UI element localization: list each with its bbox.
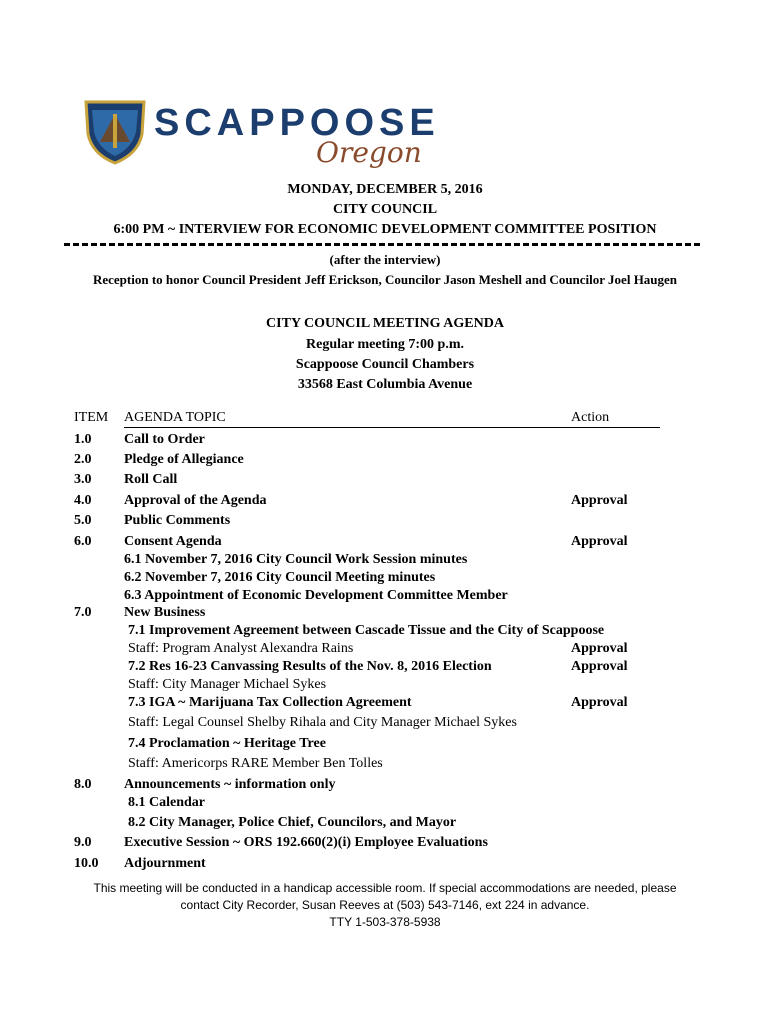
item-action: Approval [571,493,628,508]
agenda-item: Pledge of Allegiance [124,452,244,467]
agenda-item: Approval of the Agenda [124,493,267,508]
item-action: Approval [571,534,628,549]
staff-note: Staff: Americorps RARE Member Ben Tolles [128,756,383,771]
item-number: 9.0 [74,835,92,850]
sub-item: 8.2 City Manager, Police Chief, Councilors, and Mayor [128,815,457,830]
agenda-item: Call to Order [124,432,205,447]
item-number: 7.0 [74,605,92,620]
meeting-place: Scappoose Council Chambers [295,357,475,372]
action-column-header: Action [571,410,610,425]
item-number: 4.0 [74,493,92,508]
item-action: Approval [571,641,628,656]
logo-subtitle: Oregon [316,136,422,169]
logo-wordmark: SCAPPOOSE [154,102,440,144]
item-number: 8.0 [74,777,92,792]
staff-note: Staff: Legal Counsel Shelby Rihala and City Manager Michael Sykes [128,715,517,730]
scappoose-logo [80,96,460,172]
agenda-item: Announcements ~ information only [124,777,336,792]
dashed-divider [64,243,700,246]
city-shield-icon [80,96,150,166]
item-number: 3.0 [74,472,92,487]
accessibility-notice [0,880,770,931]
interview-heading: 6:00 PM ~ INTERVIEW FOR ECONOMIC DEVELOPMENT COMMITTEE POSITION [113,222,657,237]
meeting-date: MONDAY, DECEMBER 5, 2016 [287,182,483,197]
agenda-item: Roll Call [124,472,178,487]
notice-line: This meeting will be conducted in a handicap accessible room. If special accommodations are needed, please [93,881,677,895]
item-action: Approval [571,695,628,710]
staff-note: Staff: Program Analyst Alexandra Rains [128,641,354,656]
sub-item: 7.3 IGA ~ Marijuana Tax Collection Agreement [128,695,412,710]
item-number: 2.0 [74,452,92,467]
agenda-item: Adjournment [124,856,206,871]
agenda-item: Consent Agenda [124,534,222,549]
staff-note: Staff: City Manager Michael Sykes [128,677,327,692]
tty-number: TTY 1-503-378-5938 [329,915,441,929]
reception-note: Reception to honor Council President Jeff Erickson, Councilor Jason Meshell and Councilor Joel Haugen [92,272,678,287]
sub-item: 7.4 Proclamation ~ Heritage Tree [128,736,326,751]
item-number: 10.0 [74,856,99,871]
item-number: 5.0 [74,513,92,528]
notice-line: contact City Recorder, Susan Reeves at (503) 543-7146, ext 224 in advance. [180,898,590,912]
agenda-item: New Business [124,605,206,620]
item-number: 6.0 [74,534,92,549]
sub-item: 8.1 Calendar [128,795,205,810]
agenda-title: CITY COUNCIL MEETING AGENDA [266,316,504,331]
sub-item: 7.1 Improvement Agreement between Cascade Tissue and the City of Scappoose [128,623,605,638]
item-column-header: ITEM [74,410,109,425]
agenda-item: Executive Session ~ ORS 192.660(2)(i) Employee Evaluations [124,835,488,850]
meeting-time: Regular meeting 7:00 p.m. [306,337,464,352]
sub-item: 6.2 November 7, 2016 City Council Meeting minutes [124,570,436,585]
item-number: 1.0 [74,432,92,447]
item-action: Approval [571,659,628,674]
council-heading: CITY COUNCIL [332,202,438,217]
agenda-item: Public Comments [124,513,231,528]
sub-item: 6.1 November 7, 2016 City Council Work Session minutes [124,552,468,567]
sub-item: 7.2 Res 16-23 Canvassing Results of the Nov. 8, 2016 Election [128,659,492,674]
after-interview-note: (after the interview) [329,252,441,267]
topic-column-header: AGENDA TOPIC [124,410,226,425]
meeting-address: 33568 East Columbia Avenue [297,377,473,392]
header-underline [124,427,660,428]
sub-item: 6.3 Appointment of Economic Development Committee Member [124,588,508,603]
